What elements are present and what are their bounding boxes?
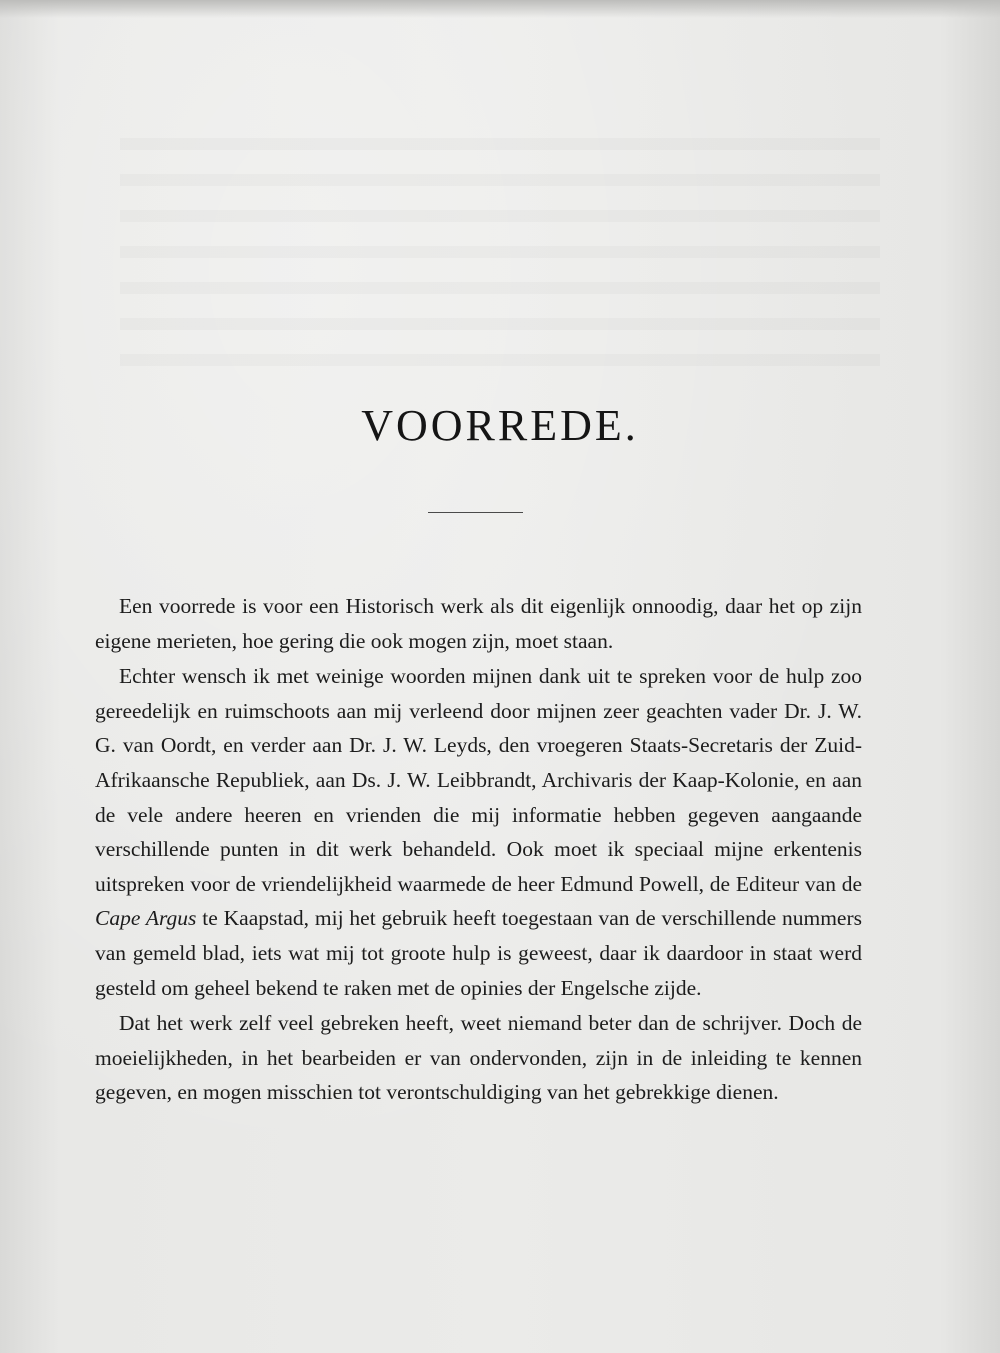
page-title: VOORREDE. [361, 401, 639, 450]
newspaper-title: Cape Argus [95, 906, 197, 931]
title-divider [428, 512, 523, 513]
paragraph-3: Dat het werk zelf veel gebreken heeft, weet niemand beter dan de schrijver. Doch de moeielijkheden, in het bearbeiden er van ondervonden, zijn in de inleiding te kennen gegeven, en mogen misschien tot verontschuldiging van het gebrekkige dienen. [95, 1011, 862, 1105]
paragraph-2-part-1: Echter wensch ik met weinige woorden mijnen dank uit te spreken voor de hulp zoo gereedelijk en ruimschoots aan mij verleend door mijnen zeer geachten vader Dr. J. W. G. van Oordt, en verder aan Dr. J. W. Leyds, den vroegeren Staats-Secretaris der Zuid-Afrikaansche Republiek, aan Ds. J. W. Leibbrandt, Archivaris der Kaap-Kolonie, en aan de vele andere heeren en vrienden die mij informatie hebben gegeven aangaande verschillende punten in dit werk behandeld. Ook moet ik speciaal mijne erkentenis uitspreken voor de vriendelijkheid waarmede de heer Edmund Powell, de Editeur van de [95, 664, 862, 896]
preface-body [95, 589, 862, 1110]
page-top-edge [0, 0, 1000, 18]
paragraph-2-part-2: te Kaapstad, mij het gebruik heeft toegestaan van de verschillende nummers van gemeld blad, iets wat mij tot groote hulp is geweest, daar ik daardoor in staat werd gesteld om geheel bekend te raken met de opinies der Engelsche zijde. [95, 906, 862, 1000]
show-through-text [120, 120, 880, 380]
paragraph-1: Een voorrede is voor een Historisch werk als dit eigenlijk onnoodig, daar het op zijn eigene merieten, hoe gering die ook mogen zijn, moet staan. [95, 594, 862, 653]
paragraph-2 [95, 659, 862, 1005]
